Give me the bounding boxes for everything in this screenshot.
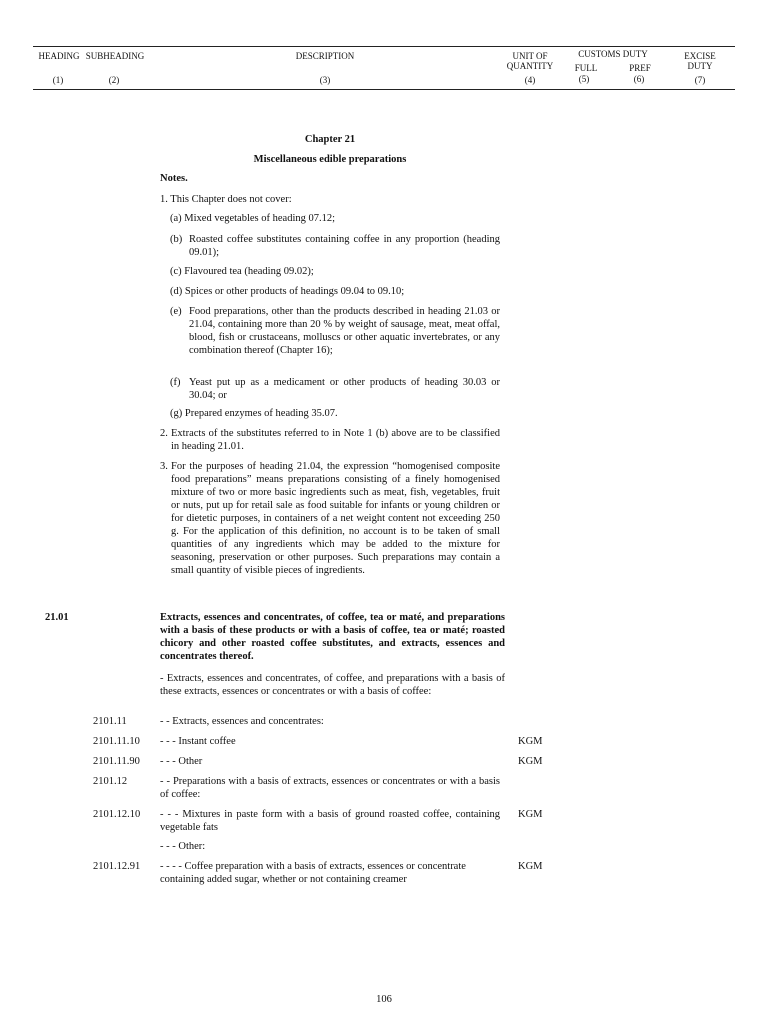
col-description-label: DESCRIPTION: [295, 51, 355, 61]
row-unit: KGM: [518, 736, 543, 747]
note-1b: Roasted coffee substitutes containing coffee in any proportion (heading 09.01);: [189, 234, 500, 258]
col-number-1: (1): [52, 75, 64, 85]
chapter-title: Chapter 21: [304, 134, 356, 145]
note-1: 1. This Chapter does not cover:: [160, 194, 292, 205]
note-1f: Yeast put up as a medicament or other products of heading 30.03 or 30.04; or: [189, 377, 500, 401]
col-number-6: (6): [633, 74, 645, 84]
row-description: - - - Other: [160, 756, 203, 767]
note-1b-tag: (b): [170, 234, 183, 245]
row-code: 2101.11: [93, 716, 127, 727]
note-1e-tag: (e): [170, 306, 182, 317]
row-description: - - - Mixtures in paste form with a basis of ground roasted coffee, containing vegetable fats: [160, 809, 500, 833]
row-unit: KGM: [518, 861, 543, 872]
col-subheading-label: SUBHEADING: [85, 51, 145, 61]
row-description: - - Preparations with a basis of extracts, essences or concentrates or with a basis of coffee:: [160, 776, 500, 800]
row-code: 2101.12: [93, 776, 128, 787]
note-1d: (d) Spices or other products of headings 09.04 to 09.10;: [170, 286, 405, 297]
note-2: Extracts of the substitutes referred to in Note 1 (b) above are to be classified in heading 21.01.: [171, 428, 500, 452]
col-number-4: (4): [524, 75, 536, 85]
notes-label: Notes.: [160, 173, 188, 184]
col-excise-label: EXCISE DUTY: [684, 51, 716, 71]
col-number-5: (5): [578, 74, 590, 84]
row-unit: KGM: [518, 809, 543, 820]
note-1g: (g) Prepared enzymes of heading 35.07.: [170, 408, 338, 419]
note-1f-tag: (f): [170, 377, 181, 388]
row-unit: KGM: [518, 756, 543, 767]
col-number-7: (7): [694, 75, 706, 85]
heading-code: 21.01: [45, 612, 69, 623]
col-number-3: (3): [319, 75, 331, 85]
col-full-label: FULL: [574, 63, 598, 73]
note-3-tag: 3.: [160, 461, 168, 472]
col-customs-duty-label: CUSTOMS DUTY: [578, 49, 648, 59]
note-3: For the purposes of heading 21.04, the expression “homogenised composite food preparations” means preparations consisting of a finely homogenised mixture of two or more basic ingredients such as meat, fish, vegetables, fruit or nuts, put up for retail sale as food suitable for infants or young children or for dietetic purposes, in containers of a net weight content not exceeding 250 g. For the application of this definition, no account is to be taken of small quantities of any ingredients which may be added to the mixture for seasoning, preservation or other purposes. Such preparations may contain a small quantity of visible pieces of ingredients.: [171, 461, 500, 576]
col-pref-label: PREF: [629, 63, 651, 73]
row-description: - - - Other:: [160, 841, 206, 852]
note-1e: Food preparations, other than the products described in heading 21.03 or 21.04, containing more than 20 % by weight of sausage, meat, meat offal, blood, fish or crustaceans, molluscs or other aquatic invertebrates, or any combination thereof (Chapter 16);: [189, 306, 500, 356]
col-unit-label: UNIT OF QUANTITY: [506, 51, 554, 71]
page-number: 106: [376, 994, 392, 1005]
note-2-tag: 2.: [160, 428, 168, 439]
row-code: 2101.12.10: [93, 809, 141, 820]
row-description: - Extracts, essences and concentrates, of coffee, and preparations with a basis of these extracts, essences or concentrates or with a basis of coffee:: [160, 673, 505, 697]
row-code: 2101.12.91: [93, 861, 141, 872]
row-description: - - Extracts, essences and concentrates:: [160, 716, 324, 727]
heading-description: Extracts, essences and concentrates, of coffee, tea or maté, and preparations with a basis of these products or with a basis of coffee, tea or maté; roasted chicory and other roasted coffee substitutes, and extracts, essences and concentrates thereof.: [160, 612, 505, 662]
col-number-2: (2): [108, 75, 120, 85]
row-code: 2101.11.90: [93, 756, 140, 767]
header-bottom-rule: [33, 89, 735, 90]
header-top-rule: [33, 46, 735, 47]
row-code: 2101.11.10: [93, 736, 140, 747]
row-description: - - - - Coffee preparation with a basis of extracts, essences or concentrate containing added sugar, whether or not containing creamer: [160, 861, 466, 885]
note-1c: (c) Flavoured tea (heading 09.02);: [170, 266, 314, 277]
chapter-subtitle: Miscellaneous edible preparations: [253, 154, 407, 165]
row-description: - - - Instant coffee: [160, 736, 236, 747]
col-heading-label: HEADING: [38, 51, 80, 61]
note-1a: (a) Mixed vegetables of heading 07.12;: [170, 213, 336, 224]
